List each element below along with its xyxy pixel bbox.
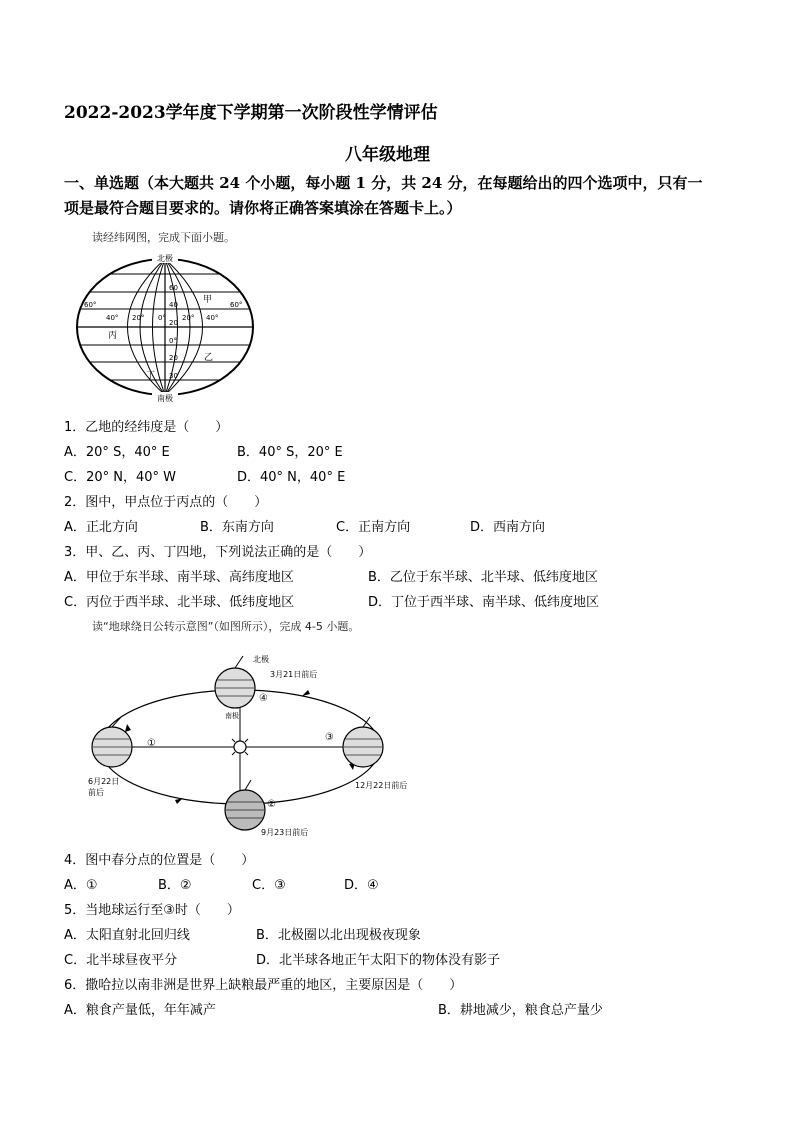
question-6-stem: 6．撒哈拉以南非洲是世界上缺粮最严重的地区，主要原因是（ ）: [64, 978, 463, 993]
question-2-stem: 2．图中，甲点位于丙点的（ ）: [64, 495, 268, 510]
label-bing: 丙: [108, 331, 118, 341]
q6-option-b: B．耕地减少，粮食总产量少: [438, 1003, 603, 1018]
q5-option-a: A．太阳直射北回归线: [64, 928, 190, 943]
label-south-pole-top: 南极: [225, 712, 239, 720]
label-north-pole: 北极: [157, 254, 173, 263]
position-4-marker: ④: [259, 693, 268, 704]
earth-orbit-figure: [85, 640, 415, 840]
position-2-marker: ②: [267, 799, 276, 810]
q3-option-b: B．乙位于东半球、北半球、低纬度地区: [368, 570, 598, 585]
q1-option-d: D．40° N，40° E: [237, 470, 346, 485]
q6-option-a: A．粮食产量低，年年减产: [64, 1003, 216, 1018]
q5-option-b: B．北极圈以北出现极夜现象: [256, 928, 421, 943]
q1-option-c: C．20° N，40° W: [64, 470, 177, 485]
position-3-marker: ③: [325, 732, 334, 743]
q5-option-c: C．北半球昼夜平分: [64, 953, 178, 968]
q3-option-a: A．甲位于东半球、南半球、高纬度地区: [64, 570, 294, 585]
label-lat-0: 0°: [169, 337, 177, 345]
label-north-pole-top: 北极: [253, 655, 269, 664]
label-jia: 甲: [203, 295, 213, 305]
q3-option-d: D．丁位于西半球、南半球、低纬度地区: [368, 595, 600, 610]
q2-option-c: C．正南方向: [336, 520, 411, 535]
earth-sep23-icon: [225, 780, 265, 830]
question-5-stem: 5．当地球运行至③时（ ）: [64, 903, 240, 918]
label-lon-0: 0°: [158, 314, 166, 322]
label-sep23: 9月23日前后: [261, 828, 309, 837]
earth-mar21-icon: [215, 656, 255, 708]
label-jun22-b: 前后: [88, 788, 104, 797]
label-lon-60w: 60°: [84, 301, 97, 309]
label-lat-s20: 20: [169, 354, 178, 362]
q4-option-a: A．①: [64, 878, 98, 893]
section-heading-line1: 一、单选题（本大题共 24 个小题，每小题 1 分，共 24 分，在每题给出的四个选项中，只有一: [64, 174, 703, 192]
position-1-marker: ①: [147, 738, 156, 749]
label-ding: 丁: [146, 371, 156, 381]
q1-option-b: B．40° S，20° E: [237, 445, 343, 460]
q1-option-a: A．20° S，40° E: [64, 445, 170, 460]
question-4-stem: 4．图中春分点的位置是（ ）: [64, 853, 255, 868]
label-south-pole: 南极: [157, 394, 173, 402]
section-heading-line2: 项是最符合题目要求的。请你将正确答案填涂在答题卡上。）: [64, 199, 462, 217]
q4-option-b: B．②: [158, 878, 192, 893]
question-1-stem: 1．乙地的经纬度是（ ）: [64, 420, 229, 435]
q2-option-a: A．正北方向: [64, 520, 138, 535]
figure1-intro: 读经纬网图，完成下面小题。: [92, 231, 235, 244]
q2-option-b: B．东南方向: [200, 520, 274, 535]
q2-option-d: D．西南方向: [470, 520, 546, 535]
q4-option-d: D．④: [344, 878, 379, 893]
label-yi: 乙: [204, 353, 214, 363]
label-lon-40e: 40°: [206, 314, 219, 322]
label-dec22: 12月22日前后: [355, 781, 408, 790]
figure2-intro: 读“地球绕日公转示意图”（如图所示），完成 4-5 小题。: [92, 620, 360, 633]
q4-option-c: C．③: [252, 878, 286, 893]
q5-option-d: D．北半球各地正午太阳下的物体没有影子: [256, 953, 501, 968]
label-mar21: 3月21日前后: [270, 670, 318, 679]
label-lon-20e: 20°: [182, 314, 195, 322]
exam-title: 2022-2023学年度下学期第一次阶段性学情评估: [64, 103, 438, 123]
exam-subtitle: 八年级地理: [345, 145, 430, 165]
label-lat-s30: 30: [169, 372, 178, 380]
sun-icon: [228, 735, 252, 759]
q3-option-c: C．丙位于西半球、北半球、低纬度地区: [64, 595, 295, 610]
graticule-globe-figure: [70, 252, 260, 402]
question-3-stem: 3．甲、乙、丙、丁四地，下列说法正确的是（ ）: [64, 545, 372, 560]
label-lon-20w: 20°: [132, 314, 145, 322]
label-lon-40w: 40°: [106, 314, 119, 322]
label-lat-40: 40: [169, 301, 178, 309]
label-jun22: 6月22日: [88, 777, 120, 786]
label-lat-20: 20: [169, 319, 178, 327]
label-lat-60: 60: [169, 284, 178, 292]
earth-dec22-icon: [343, 717, 383, 767]
label-lon-60e: 60°: [230, 301, 243, 309]
